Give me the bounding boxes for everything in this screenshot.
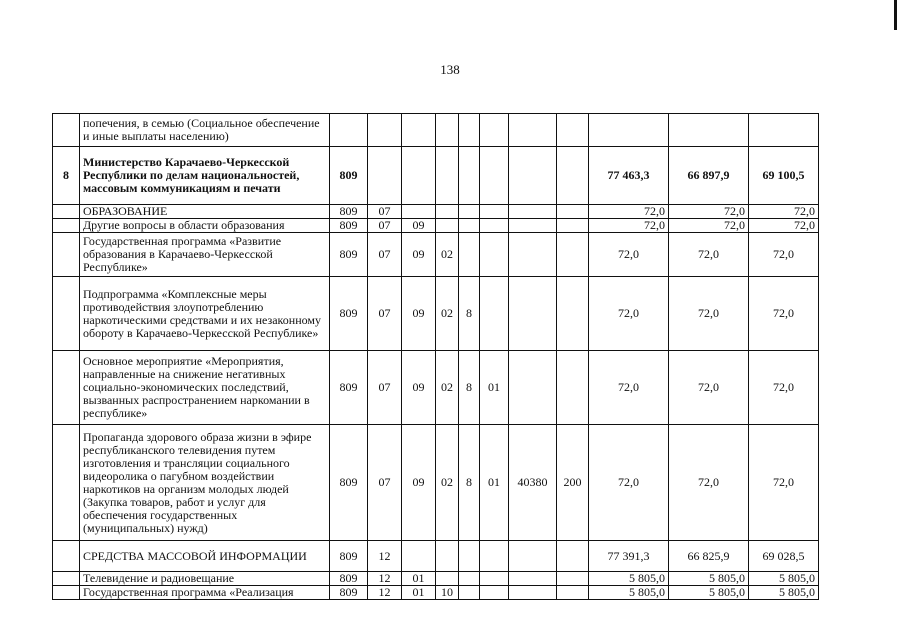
code-cell	[557, 233, 589, 277]
amount-cell: 77 391,3	[589, 541, 669, 572]
amount-cell: 72,0	[589, 205, 669, 219]
code-cell	[480, 277, 509, 351]
code-cell: 02	[436, 233, 459, 277]
amount-cell: 69 028,5	[749, 541, 819, 572]
amount-cell: 72,0	[749, 219, 819, 233]
row-name: Пропаганда здорового образа жизни в эфире республиканского телевидения путем изготовления и трансляции социального видеоролика о пагубном воздействии наркотиков на организм молодых людей (Закупка товаров, работ и услуг для обеспечения государственных (муниципальных) нужд)	[80, 425, 330, 541]
code-cell	[436, 147, 459, 205]
amount-cell: 72,0	[749, 233, 819, 277]
amount-cell: 72,0	[669, 277, 749, 351]
row-index	[53, 205, 80, 219]
code-cell: 10	[436, 586, 459, 600]
code-cell: 09	[402, 219, 436, 233]
code-cell: 07	[368, 219, 402, 233]
code-cell	[330, 114, 368, 147]
code-cell	[402, 205, 436, 219]
amount-cell: 5 805,0	[669, 586, 749, 600]
row-name: Другие вопросы в области образования	[80, 219, 330, 233]
table-row	[53, 147, 819, 205]
row-name: СРЕДСТВА МАССОВОЙ ИНФОРМАЦИИ	[80, 541, 330, 572]
code-cell	[557, 219, 589, 233]
code-cell: 07	[368, 205, 402, 219]
amount-cell: 69 100,5	[749, 147, 819, 205]
table-row	[53, 351, 819, 425]
code-cell	[509, 572, 557, 586]
amount-cell: 72,0	[589, 277, 669, 351]
code-cell: 01	[402, 586, 436, 600]
code-cell	[436, 541, 459, 572]
code-cell	[402, 541, 436, 572]
page-number: 138	[440, 62, 460, 77]
code-cell: 8	[459, 425, 480, 541]
code-cell	[557, 572, 589, 586]
amount-cell: 72,0	[669, 233, 749, 277]
code-cell: 02	[436, 351, 459, 425]
amount-cell: 72,0	[589, 351, 669, 425]
code-cell: 09	[402, 425, 436, 541]
code-cell	[509, 541, 557, 572]
row-index	[53, 233, 80, 277]
code-cell	[480, 541, 509, 572]
row-name: ОБРАЗОВАНИЕ	[80, 205, 330, 219]
code-cell	[436, 205, 459, 219]
amount-cell: 72,0	[669, 219, 749, 233]
code-cell: 809	[330, 205, 368, 219]
amount-cell: 5 805,0	[749, 572, 819, 586]
code-cell	[480, 572, 509, 586]
code-cell	[480, 586, 509, 600]
code-cell	[459, 541, 480, 572]
code-cell: 12	[368, 586, 402, 600]
code-cell	[557, 586, 589, 600]
code-cell: 40380	[509, 425, 557, 541]
row-index	[53, 351, 80, 425]
amount-cell: 5 805,0	[749, 586, 819, 600]
code-cell: 200	[557, 425, 589, 541]
code-cell	[459, 233, 480, 277]
table-row	[53, 277, 819, 351]
code-cell	[459, 219, 480, 233]
code-cell	[459, 147, 480, 205]
code-cell	[436, 114, 459, 147]
row-name: попечения, в семью (Социальное обеспечение и иные выплаты населению)	[80, 114, 330, 147]
table-row	[53, 586, 819, 600]
code-cell	[480, 147, 509, 205]
code-cell: 07	[368, 351, 402, 425]
row-index	[53, 277, 80, 351]
code-cell: 09	[402, 233, 436, 277]
amount-cell: 72,0	[589, 425, 669, 541]
table-row	[53, 219, 819, 233]
code-cell: 809	[330, 147, 368, 205]
code-cell	[509, 219, 557, 233]
code-cell	[480, 233, 509, 277]
amount-cell	[669, 114, 749, 147]
code-cell	[509, 277, 557, 351]
row-name: Министерство Карачаево-Черкесской Республики по делам национальностей, массовым коммуникациям и печати	[80, 147, 330, 205]
code-cell: 07	[368, 277, 402, 351]
code-cell	[509, 586, 557, 600]
code-cell: 809	[330, 586, 368, 600]
code-cell	[459, 205, 480, 219]
row-name: Основное мероприятие «Мероприятия, направленные на снижение негативных социально-экономических последствий, вызванных распространением наркомании в республике»	[80, 351, 330, 425]
row-name: Государственная программа «Реализация	[80, 586, 330, 600]
code-cell	[459, 114, 480, 147]
row-index: 8	[53, 147, 80, 205]
code-cell	[480, 114, 509, 147]
amount-cell: 72,0	[669, 205, 749, 219]
row-index	[53, 586, 80, 600]
code-cell: 8	[459, 277, 480, 351]
code-cell	[459, 586, 480, 600]
amount-cell: 72,0	[749, 277, 819, 351]
code-cell	[402, 114, 436, 147]
code-cell	[509, 233, 557, 277]
code-cell: 02	[436, 277, 459, 351]
code-cell: 809	[330, 351, 368, 425]
budget-table	[52, 113, 819, 600]
row-index	[53, 572, 80, 586]
scan-edge-mark	[894, 0, 897, 30]
row-index	[53, 114, 80, 147]
amount-cell: 72,0	[749, 425, 819, 541]
amount-cell: 5 805,0	[669, 572, 749, 586]
code-cell: 09	[402, 277, 436, 351]
amount-cell: 72,0	[589, 219, 669, 233]
code-cell	[509, 114, 557, 147]
table-row	[53, 541, 819, 572]
code-cell	[368, 147, 402, 205]
code-cell: 809	[330, 425, 368, 541]
code-cell: 809	[330, 233, 368, 277]
code-cell	[557, 205, 589, 219]
amount-cell: 77 463,3	[589, 147, 669, 205]
code-cell: 01	[480, 351, 509, 425]
amount-cell: 72,0	[589, 233, 669, 277]
code-cell: 12	[368, 541, 402, 572]
code-cell	[557, 351, 589, 425]
amount-cell: 72,0	[749, 205, 819, 219]
table-row	[53, 205, 819, 219]
code-cell	[436, 572, 459, 586]
code-cell	[436, 219, 459, 233]
table-row	[53, 233, 819, 277]
code-cell	[480, 205, 509, 219]
table-row	[53, 114, 819, 147]
row-index	[53, 219, 80, 233]
code-cell: 12	[368, 572, 402, 586]
amount-cell	[749, 114, 819, 147]
code-cell	[459, 572, 480, 586]
code-cell: 809	[330, 219, 368, 233]
code-cell	[557, 541, 589, 572]
amount-cell: 5 805,0	[589, 586, 669, 600]
code-cell: 8	[459, 351, 480, 425]
code-cell	[557, 147, 589, 205]
code-cell	[509, 351, 557, 425]
amount-cell: 5 805,0	[589, 572, 669, 586]
code-cell: 01	[402, 572, 436, 586]
table-row	[53, 572, 819, 586]
amount-cell: 66 897,9	[669, 147, 749, 205]
code-cell: 02	[436, 425, 459, 541]
code-cell	[402, 147, 436, 205]
code-cell: 09	[402, 351, 436, 425]
code-cell	[509, 147, 557, 205]
amount-cell: 72,0	[669, 425, 749, 541]
code-cell: 07	[368, 425, 402, 541]
row-index	[53, 425, 80, 541]
code-cell	[557, 277, 589, 351]
table-row	[53, 425, 819, 541]
row-name: Телевидение и радиовещание	[80, 572, 330, 586]
code-cell	[557, 114, 589, 147]
row-index	[53, 541, 80, 572]
code-cell: 809	[330, 572, 368, 586]
amount-cell: 66 825,9	[669, 541, 749, 572]
code-cell: 07	[368, 233, 402, 277]
row-name: Государственная программа «Развитие образования в Карачаево-Черкесской Республике»	[80, 233, 330, 277]
code-cell	[480, 219, 509, 233]
row-name: Подпрограмма «Комплексные меры противодействия злоупотреблению наркотическими средствами и их незаконному обороту в Карачаево-Черкесской Республике»	[80, 277, 330, 351]
amount-cell: 72,0	[749, 351, 819, 425]
amount-cell: 72,0	[669, 351, 749, 425]
code-cell	[368, 114, 402, 147]
code-cell: 809	[330, 277, 368, 351]
code-cell	[509, 205, 557, 219]
code-cell: 01	[480, 425, 509, 541]
amount-cell	[589, 114, 669, 147]
code-cell: 809	[330, 541, 368, 572]
